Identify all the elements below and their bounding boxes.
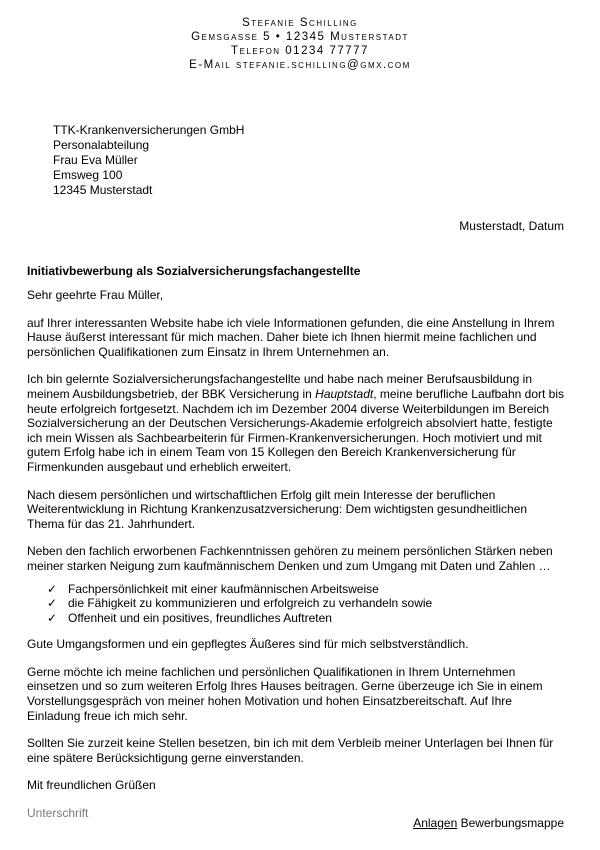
sender-email: E-Mail stefanie.schilling@gmx.com [189, 59, 411, 71]
list-item-text: die Fähigkeit zu kommunizieren und erfolgreich zu verhandeln sowie [68, 596, 433, 611]
paragraph-interest: Nach diesem persönlichen und wirtschaftlichen Erfolg gilt mein Interesse der beruflichen Weiterentwicklung in Richtung Krankenzusatzversicherung: Dem wichtigsten gesundheitlichen Thema für das 21. Jahrhundert. [27, 487, 528, 531]
letter-body [27, 288, 567, 834]
paragraph-manners: Gute Umgangsformen und ein gepflegtes Äußeres sind für mich selbstverständlich. [27, 637, 469, 652]
attachments-line [413, 816, 564, 830]
checkmark-icon: ✓ [46, 610, 58, 625]
paragraph-strengths: Neben den fachlich erworbenen Fachkenntnissen gehören zu meinem persönlichen Stärken neben meiner starken Neigung zum kaufmännischem Denken und zum Umgang mit Daten und Zahlen … [27, 544, 553, 573]
list-item-text: Fachpersönlichkeit mit einer kaufmännischen Arbeitsweise [68, 581, 379, 596]
signature-placeholder: Unterschrift [27, 806, 89, 821]
salutation: Sehr geehrte Frau Müller, [27, 288, 164, 302]
recipient-company: TTK-Krankenversicherungen GmbH [53, 123, 245, 137]
sender-block [0, 16, 600, 72]
paragraph-career-part-2: , meine berufliche Laufbahn dort bis heute erfolgreich fortgesetzt. Nachdem ich im Dezember 2004 diverse Weiterbildungen im Bereich Sozialversicherung an der Deutschen Versicherungs-Akademie erfolgreich absolviert hatte, festigte ich mein Wissen als Sachbearbeiterin für Firmen-Krankenversicherungen. Hoch motiviert und mit gutem Erfolg habe ich in einem Team von 15 Kollegen den Bereich Krankenversicherung für Firmenkunden ausgebaut und erheblich erweitert. [27, 386, 565, 474]
list-item [27, 611, 567, 626]
recipient-address [53, 123, 244, 198]
paragraph-career-part-1: Ich bin gelernte Sozialversicherungsfachangestellte und habe nach meiner Berufsausbildung in meinem Ausbildungsbetrieb, der BBK Versicherung in [27, 372, 532, 401]
recipient-department: Personalabteilung [53, 138, 150, 152]
checkmark-icon: ✓ [46, 596, 58, 611]
strengths-list [27, 582, 567, 626]
list-item [27, 582, 567, 597]
sender-phone: Telefon 01234 77777 [231, 45, 369, 57]
list-item-text: Offenheit und ein positives, freundliches Auftreten [68, 610, 332, 625]
attachments-text: Bewerbungsmappe [460, 816, 564, 830]
checkmark-icon: ✓ [46, 581, 58, 596]
attachments-label: Anlagen [413, 816, 458, 830]
closing-formula: Mit freundlichen Grüßen [27, 778, 156, 793]
subject-line: Initiativbewerbung als Sozialversicherungsfachangestellte [27, 264, 361, 278]
paragraph-intro: auf Ihrer interessanten Website habe ich viele Informationen gefunden, die eine Anstellung in Ihrem Hause äußerst interessant für mich machen. Daher biete ich Ihnen hiermit meine fachlichen und persönlichen Qualifikationen zum Einsatz in Ihrem Unternehmen an. [27, 315, 555, 359]
sender-name: Stefanie Schilling [242, 17, 358, 29]
recipient-person: Frau Eva Müller [53, 153, 138, 167]
list-item [27, 596, 567, 611]
sender-address: Gemsgasse 5 • 12345 Musterstadt [191, 31, 409, 43]
paragraph-career [27, 372, 567, 474]
place-date: Musterstadt, Datum [459, 219, 564, 233]
city-placeholder: Hauptstadt [315, 386, 374, 401]
paragraph-retention: Sollten Sie zurzeit keine Stellen besetzen, bin ich mit dem Verbleib meiner Unterlagen bei Ihnen für eine spätere Berücksichtigung gerne einverstanden. [27, 736, 554, 765]
recipient-city: 12345 Musterstadt [53, 183, 153, 197]
recipient-street: Emsweg 100 [53, 168, 123, 182]
paragraph-motivation: Gerne möchte ich meine fachlichen und persönlichen Qualifikationen in Ihrem Unternehmen einsetzen und so zum weiteren Erfolg Ihres Hauses beitragen. Gerne überzeuge ich Sie in einem Vorstellungsgespräch von meiner hohen Motivation und hohen Einsatzbereitschaft. Auf Ihre Einladung freue ich mich sehr. [27, 664, 543, 723]
